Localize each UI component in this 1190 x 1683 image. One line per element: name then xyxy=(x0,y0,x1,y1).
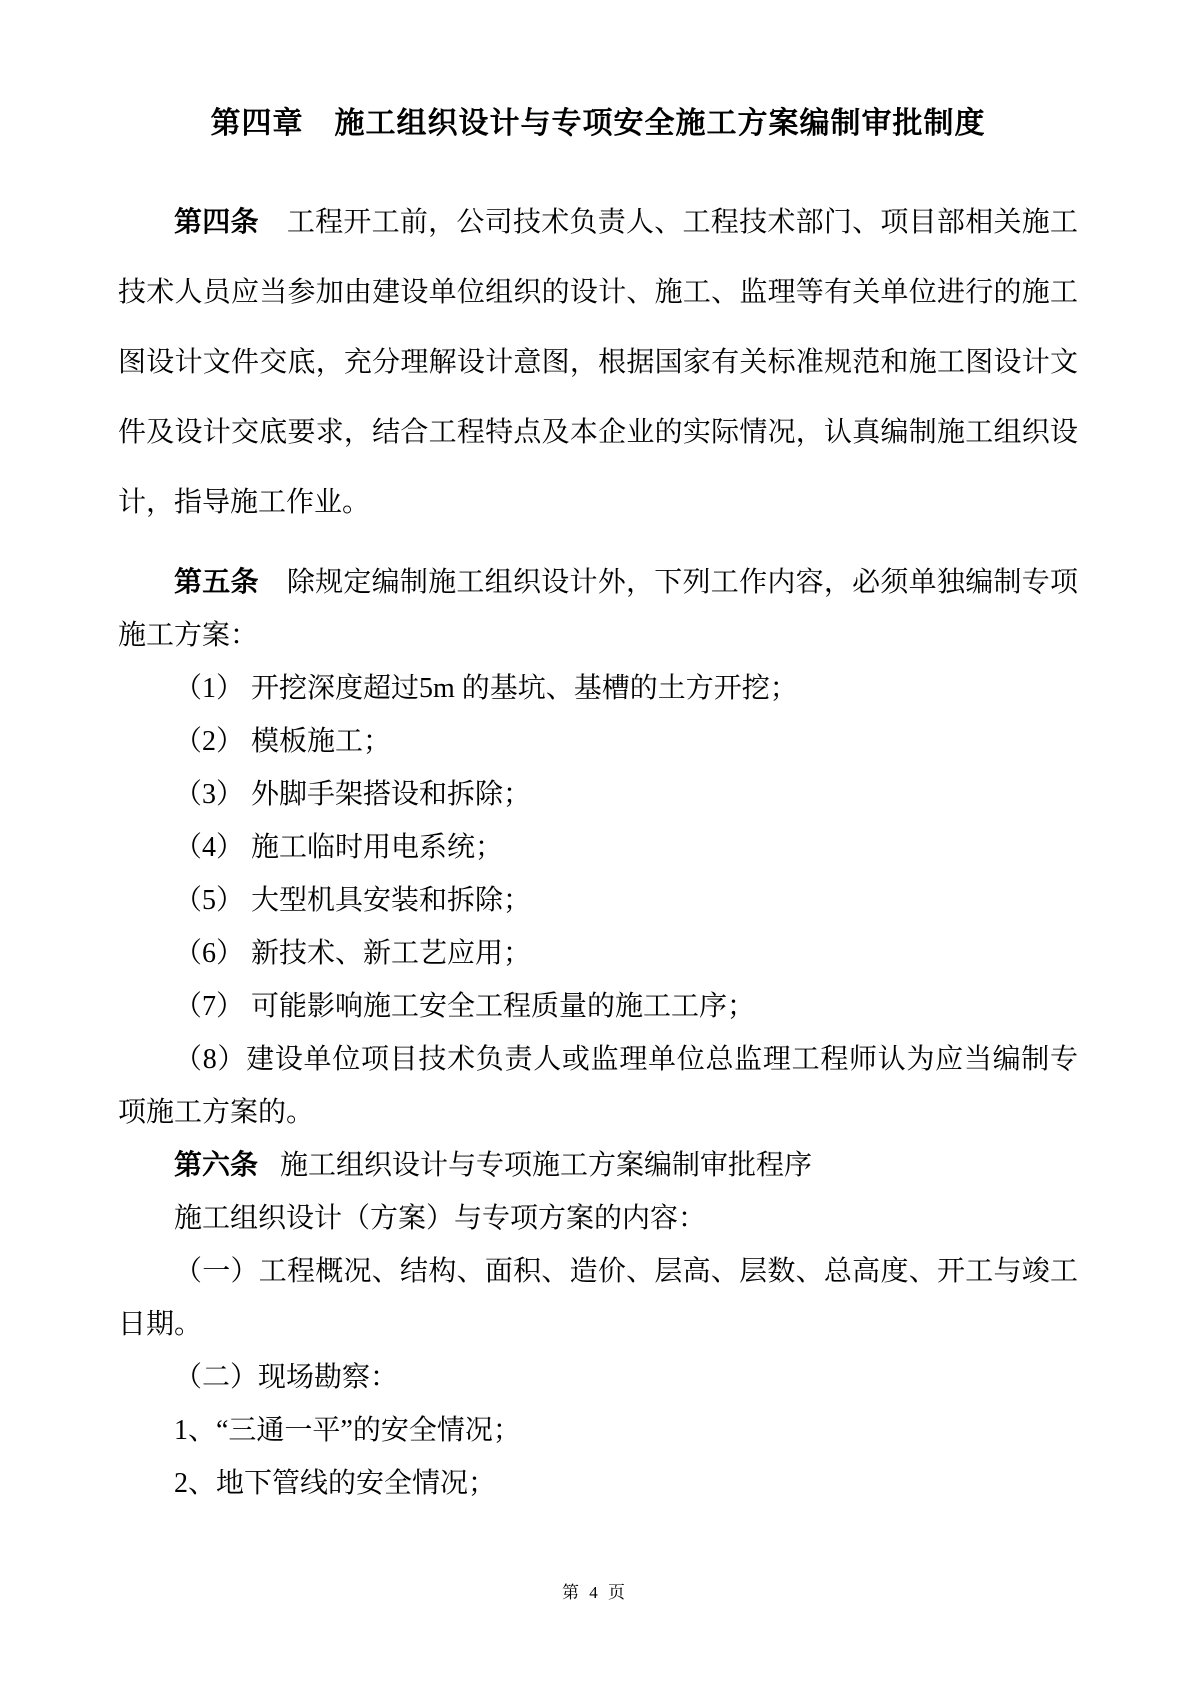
article-6-heading: 施工组织设计与专项施工方案编制审批程序 xyxy=(280,1150,813,1181)
page-content xyxy=(118,0,1078,1510)
content-section-2: （二）现场勘察： xyxy=(174,1362,399,1393)
chapter-title: 第四章 施工组织设计与专项安全施工方案编制审批制度 xyxy=(210,107,986,140)
article-5-paragraph xyxy=(118,556,1078,662)
page-number: 第 4 页 xyxy=(562,1583,628,1602)
article-6-paragraph xyxy=(118,1139,1078,1192)
special-plan-item-7: （7） 可能影响施工安全工程质量的施工工序； xyxy=(174,991,756,1022)
article-6-intro: 施工组织设计（方案）与专项方案的内容： xyxy=(174,1203,707,1234)
special-plan-item-8: （8）建设单位项目技术负责人或监理单位总监理工程师认为应当编制专项施工方案的。 xyxy=(118,1044,1078,1128)
article-5-body: 除规定编制施工组织设计外，下列工作内容，必须单独编制专项施工方案： xyxy=(118,567,1078,651)
special-plan-item-1: （1） 开挖深度超过5m 的基坑、基槽的土方开挖； xyxy=(174,673,798,704)
site-survey-item-2: 2、地下管线的安全情况； xyxy=(174,1468,497,1499)
special-plan-item-3: （3） 外脚手架搭设和拆除； xyxy=(174,779,532,810)
article-4-body: 工程开工前，公司技术负责人、工程技术部门、项目部相关施工技术人员应当参加由建设单位组织的设计、施工、监理等有关单位进行的施工图设计文件交底，充分理解设计意图，根据国家有关标准规范和施工图设计文件及设计交底要求，结合工程特点及本企业的实际情况，认真编制施工组织设计，指导施工作业。 xyxy=(118,207,1078,518)
special-plan-item-5: （5） 大型机具安装和拆除； xyxy=(174,885,532,916)
special-plan-item-4: （4） 施工临时用电系统； xyxy=(174,832,504,863)
article-4-label: 第四条 xyxy=(174,207,259,238)
special-plan-item-6: （6） 新技术、新工艺应用； xyxy=(174,938,532,969)
content-section-1: （一）工程概况、结构、面积、造价、层高、层数、总高度、开工与竣工日期。 xyxy=(118,1256,1078,1340)
article-4-paragraph xyxy=(118,188,1078,538)
article-5-label: 第五条 xyxy=(174,567,259,598)
article-6-label: 第六条 xyxy=(174,1150,259,1181)
site-survey-item-1: 1、“三通一平”的安全情况； xyxy=(174,1415,521,1446)
special-plan-item-2: （2） 模板施工； xyxy=(174,726,392,757)
